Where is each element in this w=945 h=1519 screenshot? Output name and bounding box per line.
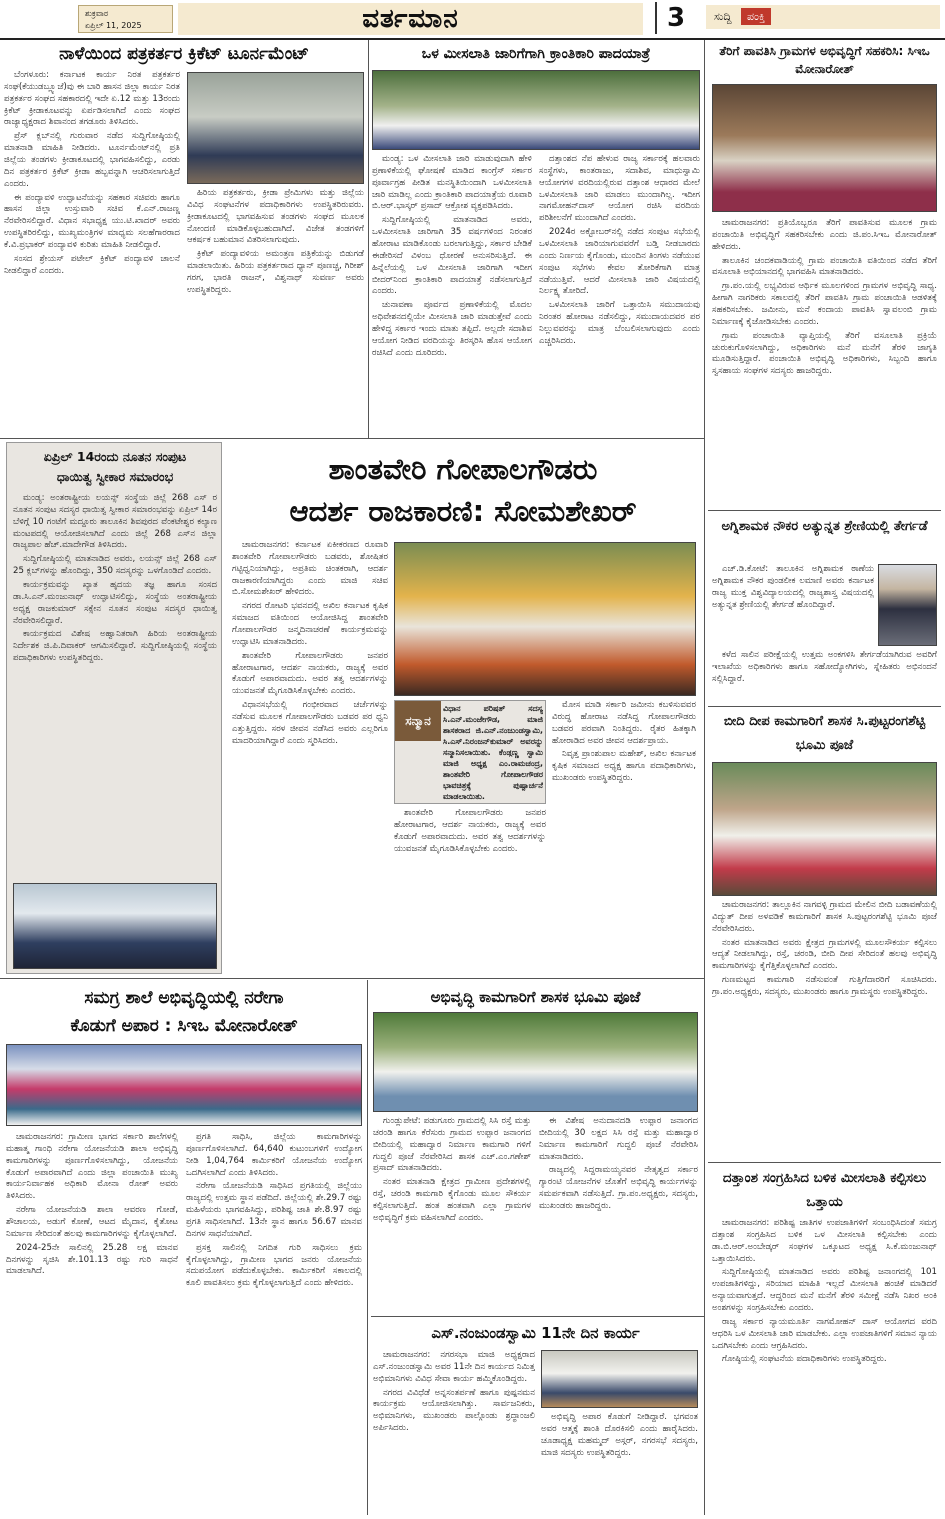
paragraph: ಮಂಡ್ಯ: ಅಂತರಾಷ್ಟ್ರೀಯ ಲಯನ್ಸ್ ಸಂಸ್ಥೆಯ ಜಿಲ್ಲೆ 268 ಎಸ್ ರ ನೂತನ ಸಂಪುಟ ಸದಸ್ಯರ ಧಾಯಿತ್ವ ಸ್ವೀಕಾರ ಸಮಾರಂಭವನ್ನು ಏಪ್ರಿಲ್ 14ರ ಬೆಳಿಗ್ಗೆ 10 ಗಂಟೆಗೆ ಮದ್ದೂರು ತಾಲೂಕಿನ ಶಿವಪುರದ ವೆಂಕಟೇಶ್ವರ ಕಲ್ಯಾಣ ಮಂಟಪದಲ್ಲಿ ಆಯೋಜಿಸಲಾಗಿದೆ ಎಂದು ಜಿಲ್ಲೆ 268 ಎಸ್‌ನ ಜಿಲ್ಲಾ ರಾಜ್ಯಪಾಲ ಹೆಚ್.ಮಾದೇಗೌಡ ತಿಳಿಸಿದರು. [13, 493, 217, 551]
masthead-date-box [78, 5, 173, 33]
headline [226, 448, 700, 532]
headline: ಒಳ ಮೀಸಲಾತಿ ಜಾರಿಗೆಗಾಗಿ ಕ್ರಾಂತಿಕಾರಿ ಪಾದಯಾತ್ರೆ [421, 46, 651, 62]
paragraph: ಗುಂಡ್ಲುಪೇಟೆ: ಪಡುಗೂರು ಗ್ರಾಮದಲ್ಲಿ ಸಿಸಿ ರಸ್ತೆ ಮತ್ತು ಚರಂಡಿ ಹಾಗೂ ಕೆರೆಸುರು ಗ್ರಾಮದ ಉಪ್ಪಾರ ಜನಾಂಗದ ಬೀದಿಯಲ್ಲಿ ಮಹಾದ್ವಾರ ನಿರ್ಮಾಣ ಕಾಮಗಾರಿ ಗಳಿಗೆ ಗುದ್ದಲಿ ಪೂಜೆ ನೆರವೇರಿಸಿದ ಶಾಸಕ ಎಚ್.ಎಂ.ಗಣೇಶ್ ಪ್ರಸಾದ್ ಮಾತನಾಡಿದರು. [373, 1116, 531, 1174]
rule [704, 40, 705, 1515]
paragraph: ಚಾಮರಾಜನಗರ: ಗ್ರಾಮೀಣ ಭಾಗದ ಸರ್ಕಾರಿ ಶಾಲೆಗಳಲ್ಲಿ ಮಹಾತ್ಮ ಗಾಂಧಿ ನರೇಗಾ ಯೋಜನೆಯಡಿ ಶಾಲಾ ಅಭಿವೃದ್ಧಿ ಕಾಮಗಾರಿಗಳನ್ನು ಪೂರ್ಣಗೊಳಿಸಲಾಗಿದ್ದು, ಯೋಜನೆಯ ಕೊಡುಗೆ ಅಪಾರವಾಗಿದೆ ಎಂದು ಜಿಲ್ಲಾ ಪಂಚಾಯಿತಿ ಮುಖ್ಯ ಕಾರ್ಯನಿರ್ವಾಹಕ ಅಧಿಕಾರಿ ಮೋನಾ ರೋತ್ ಅವರು ತಿಳಿಸಿದರು. [6, 1132, 178, 1202]
article-tax-collection [708, 34, 941, 496]
sanmana-label: ಸನ್ಮಾನ [395, 701, 441, 741]
headline-line: ಏಪ್ರಿಲ್ 14ರಂದು ನೂತನ ಸಂಪುಟ [43, 449, 187, 464]
rule [708, 1162, 941, 1163]
page-number: 3 [655, 2, 695, 34]
article-gopalagowda [226, 442, 700, 974]
section-tag [706, 5, 940, 29]
rule [0, 978, 704, 979]
masthead-day: ಶುಕ್ರವಾರ [85, 9, 109, 18]
paragraph: ಗ್ರಾ.ಪಂ.ಯಲ್ಲಿ ಲಭ್ಯವಿರುವ ಆರ್ಥಿಕ ಮೂಲಗಳಿಂದ ಗ್ರಾಮಗಳ ಅಭಿವೃದ್ಧಿ ಸಾಧ್ಯ. ಹೀಗಾಗಿ ನಾಗರಿಕರು ಸಕಾಲದಲ್ಲಿ ತೆರಿಗೆ ಪಾವತಿಸಿ ಗ್ರಾಮ ಪಂಚಾಯಿತಿ ಆಡಳಿತಕ್ಕೆ ಸಹಕರಿಸಬೇಕು. ಜಮೀನು, ಮನೆ ಕಂದಾಯ ಪಾವತಿಸಿ ಸ್ವಾವಲಂಬಿ ಗ್ರಾಮ ನಿರ್ಮಾಣಕ್ಕೆ ಕೈಜೋಡಿಸಬೇಕು ಎಂದರು. [712, 281, 937, 327]
headline: ಬೀದಿ ದೀಪ ಕಾಮಗಾರಿಗೆ ಶಾಸಕ ಸಿ.ಪುಟ್ಟರಂಗಶೆಟ್ಟಿ ಭೂಮಿ ಪೂಜೆ [723, 714, 926, 753]
paragraph: ಪ್ರಗತಿ ಸಾಧಿಸಿ, ಜಿಲ್ಲೆಯ ಕಾಮಗಾರಿಗಳನ್ನು ಪೂರ್ಣಗೊಳಿಸಲಾಗಿದೆ. 64,640 ಕುಟುಂಬಗಳಿಗೆ ಉದ್ಯೋಗ ನೀಡಿ 1,04,764 ಕಾರ್ಮಿಕರಿಗೆ ಯೋಜನೆಯ ಉದ್ಯೋಗ ಒದಗಿಸಲಾಗಿದೆ ಎಂದು ತಿಳಿಸಿದರು. [186, 1132, 362, 1178]
paragraph: ಎಚ್.ಡಿ.ಕೋಟೆ: ತಾಲೂಕಿನ ಅಗ್ನಿಶಾಮಕ ಠಾಣೆಯ ಅಗ್ನಿಶಾಮಕ ನೌಕರ ಪುಂಡಲೀಕ ಲಮಾಣಿ ಅವರು ಕರ್ನಾಟಕ ರಾಜ್ಯ ಮುಕ್ತ ವಿಶ್ವವಿದ್ಯಾಲಯದಲ್ಲಿ ರಾಜ್ಯಶಾಸ್ತ್ರ ವಿಷಯದಲ್ಲಿ ಅತ್ಯುನ್ನತ ಶ್ರೇಣಿಯಲ್ಲಿ ತೇರ್ಗಡೆ ಹೊಂದಿದ್ದಾರೆ. [712, 564, 874, 610]
photo-lions-press [13, 883, 217, 969]
headline: ದತ್ತಾಂಶ ಸಂಗ್ರಹಿಸಿದ ಬಳಿಕ ಮೀಸಲಾತಿ ಕಲ್ಪಿಸಲು ಒತ್ತಾಯ [722, 1170, 927, 1210]
article-body [373, 1350, 535, 1512]
paragraph: ಅಭಿವೃದ್ಧಿ ಅಪಾರ ಕೊಡುಗೆ ನೀಡಿದ್ದಾರೆ. ಭಗವಂತ ಅವರ ಆತ್ಮಕ್ಕೆ ಶಾಂತಿ ದೊರಕಿಸಲಿ ಎಂದು ಹಾರೈಸಿದರು. ಚೂಡಾಧ್ಯಕ್ಷ ಮಹಮ್ಮದ್ ಅಸ್ಗರ್, ನಗರಸಭೆ ಸದಸ್ಯರು, ಮಾಜಿ ಸದಸ್ಯರು ಉಪಸ್ಥಿತರಿದ್ದರು. [541, 1412, 698, 1458]
article-body [712, 564, 874, 648]
paragraph: ಮಂಡ್ಯ: ಒಳ ಮೀಸಲಾತಿ ಜಾರಿ ಮಾಡುವುದಾಗಿ ಹೇಳಿ ಪ್ರಣಾಳಿಕೆಯಲ್ಲಿ ಘೋಷಣೆ ಮಾಡಿದ ಕಾಂಗ್ರೆಸ್ ಸರ್ಕಾರ ಪೂರ್ವಾಗ್ರಹ ಪೀಡಿತ ಮನಸ್ಥಿತಿಯಿಂದಾಗಿ ಒಳಮೀಸಲಾತಿ ಜಾರಿ ಮಾಡಿಲ್ಲ ಎಂದು ಕ್ರಾಂತಿಕಾರಿ ಪಾದಯಾತ್ರೆಯ ರೂವಾರಿ ಬಿ.ಆರ್.ಭಾಸ್ಕರ್ ಪ್ರಸಾದ್ ಆಕ್ರೋಶ ವ್ಯಕ್ತಪಡಿಸಿದರು. [372, 154, 532, 212]
paragraph: ಮೋಸ ಮಾಡಿ ಸರ್ಕಾರಿ ಜಮೀನು ಕಬಳಿಸುವವರ ವಿರುದ್ಧ ಹೋರಾಟ ನಡೆಸಿದ್ದ ಗೋಪಾಲಗೌಡರು ಬಡವರ ಪರವಾಗಿ ನಿಂತಿದ್ದರು. ರೈತರ ಹಿತಕ್ಕಾಗಿ ಹೋರಾಡಿದ ಅವರ ಜೀವನ ಆದರ್ಶಪ್ರಾಯ. [552, 700, 696, 746]
paragraph: ಈ ಪಂದ್ಯಾವಳಿ ಉದ್ಘಾಟನೆಯನ್ನು ಸಹಕಾರ ಸಚಿವರು ಹಾಗೂ ಹಾಸನ ಜಿಲ್ಲಾ ಉಸ್ತುವಾರಿ ಸಚಿವ ಕೆ.ಎನ್.ರಾಜಣ್ಣ ನೆರವೇರಿಸಲಿದ್ದಾರೆ. ವಿಧಾನ ಸಭಾಧ್ಯಕ್ಷ ಯು.ಟಿ.ಖಾದರ್ ಅವರು ಉಪಸ್ಥಿತರಿರಲಿದ್ದು, ಮುಖ್ಯಮಂತ್ರಿಗಳ ಮಾಧ್ಯಮ ಸಲಹೆಗಾರರಾದ ಕೆ.ವಿ.ಪ್ರಭಾಕರ್ ಪಂದ್ಯಾವಳಿ ಕುರಿತು ಮಾಹಿತಿ ನೀಡಲಿದ್ದಾರೆ. [4, 192, 180, 251]
paragraph: ನಂತರ ಮಾತನಾಡಿ ಕ್ಷೇತ್ರದ ಗ್ರಾಮೀಣ ಪ್ರದೇಶಗಳಲ್ಲಿ ರಸ್ತೆ, ಚರಂಡಿ ಕಾಮಗಾರಿ ಕೈಗೊಂಡು ಮೂಲ ಸೌಕರ್ಯ ಕಲ್ಪಿಸಲಾಗುತ್ತಿದೆ. ಹಂತ ಹಂತವಾಗಿ ಎಲ್ಲಾ ಗ್ರಾಮಗಳ ಅಭಿವೃದ್ಧಿಗೆ ಕ್ರಮ ವಹಿಸಲಾಗಿದೆ ಎಂದರು. [373, 1177, 531, 1223]
article-body [187, 188, 364, 432]
article-development-works [371, 982, 700, 1314]
paragraph: ಕಾರ್ಯಕ್ರಮದ ವಿಶೇಷ ಅಹ್ವಾನಿತರಾಗಿ ಹಿರಿಯ ಅಂತರಾಷ್ಟ್ರೀಯ ನಿರ್ದೇಶಕ ಜಿ.ಪಿ.ದಿವಾಕರ್ ಆಗಮಿಸಲಿದ್ದಾರೆ. ಸುದ್ದಿಗೋಷ್ಠಿಯಲ್ಲಿ ಸಂಸ್ಥೆಯ ಪದಾಧಿಕಾರಿಗಳು ಉಪಸ್ಥಿತರಿದ್ದರು. [13, 629, 217, 664]
article-body [4, 70, 180, 432]
headline [4, 984, 364, 1040]
article-body [539, 1116, 698, 1312]
paragraph: ದತ್ತಾಂಶದ ನೆಪ ಹೇಳುವ ರಾಜ್ಯ ಸರ್ಕಾರಕ್ಕೆ ಹಲವಾರು ಸಂಸ್ಥೆಗಳು, ಕಾಂತರಾಜು, ಸದಾಶಿವ, ಮಾಧುಸ್ವಾಮಿ ಆಯೋಗಗಳ ವರದಿಯಲ್ಲಿರುವ ದತ್ತಾಂಶ ಆಧಾರದ ಮೇಲೆ ಒಳಮೀಸಲಾತಿ ಜಾರಿ ಮಾಡಲು ಮುಂದಾಗಿಲ್ಲ. ಇದೀಗ ನಾಗಮೋಹನ್‌ದಾಸ್ ಆಯೋಗ ರಚಿಸಿ ವರದಿಯ ಪರಿಶೀಲನೆಗೆ ಮುಂದಾಗಿದೆ ಎಂದರು. [539, 154, 700, 224]
paragraph: ಕಾರ್ಯಕ್ರಮವನ್ನು ಖ್ಯಾತ ಹೃದಯ ತಜ್ಞ ಹಾಗೂ ಸಂಸದ ಡಾ.ಸಿ.ಎನ್.ಮಂಜುನಾಥ್ ಉದ್ಘಾಟಿಸಲಿದ್ದು, ಸಂಸ್ಥೆಯ ಅಂತರಾಷ್ಟ್ರೀಯ ಅಧ್ಯಕ್ಷ ರಾಜಕುಮಾರ್ ಸಕ್ಸೇನ ನೂತನ ಸಂಪುಟ ಸದಸ್ಯರ ಧಾಯಿತ್ವ ನೆರವೇರಿಸಲಿದ್ದಾರೆ. [13, 580, 217, 626]
paragraph: ಚಾಮರಾಜನಗರ: ತಾಲ್ಲೂಕಿನ ನಾಗವಳ್ಳಿ ಗ್ರಾಮದ ಮೇಲಿನ ಬೀದಿ ಬಡಾವಣೆಯಲ್ಲಿ ವಿದ್ಯುತ್ ದೀಪ ಅಳವಡಿಕೆ ಕಾಮಗಾರಿಗೆ ಶಾಸಕ ಸಿ.ಪುಟ್ಟರಂಗಶೆಟ್ಟಿ ಭೂಮಿ ಪೂಜೆ ನೆರವೇರಿಸಿದರು. [712, 900, 937, 934]
paragraph: ಸಂಸದ ಶ್ರೇಯಸ್ ಪಟೇಲ್ ಕ್ರಿಕೆಟ್ ಪಂದ್ಯಾವಳಿ ಚಾಲನೆ ನೀಡಲಿದ್ದಾರೆ ಎಂದರು. [4, 253, 180, 276]
article-body [541, 1412, 698, 1512]
photo-lamp-lighting [394, 542, 696, 696]
paragraph: ರಾಜ್ಯ ಸರ್ಕಾರ ನ್ಯಾಯಮೂರ್ತಿ ನಾಗಮೋಹನ್ ದಾಸ್ ಆಯೋಗದ ವರದಿ ಆಧರಿಸಿ ಒಳ ಮೀಸಲಾತಿ ಜಾರಿ ಮಾಡಬೇಕು. ಎಲ್ಲಾ ಉಪಜಾತಿಗಳಿಗೆ ಸಮಾನ ನ್ಯಾಯ ಒದಗಿಸಬೇಕು ಎಂದು ಆಗ್ರಹಿಸಿದರು. [712, 1316, 937, 1351]
article-streetlight [708, 708, 941, 1158]
paragraph: ಕ್ರಿಕೆಟ್ ಪಂದ್ಯಾವಳಿಯ ಅಮಂತ್ರಣ ಪತ್ರಿಕೆಯನ್ನು ಬಿಡುಗಡೆ ಮಾಡಲಾಯಿತು. ಹಿರಿಯ ಪತ್ರಕರ್ತರಾದ ಧ್ಯಾನ್ ಪೂಣಚ್ಚ, ಗಿರೀಶ್ ಗರಗ, ಭಾರತಿ ರಾಜನ್, ವಿಶ್ವನಾಥ್ ಸುವರ್ಣ ಅವರು ಉಪಸ್ಥಿತರಿದ್ದರು. [187, 249, 364, 295]
sanmana-box [394, 700, 546, 804]
article-nrega [4, 982, 364, 1516]
photo-press-meet [372, 70, 700, 150]
paragraph: ಒಳಮೀಸಲಾತಿ ಜಾರಿಗೆ ಒತ್ತಾಯಿಸಿ ಸಮುದಾಯವು ನಿರಂತರ ಹೋರಾಟ ನಡೆಸಲಿದ್ದು, ಸಮುದಾಯದವರ ಪರ ನಿಲ್ಲುವವರನ್ನು ಮಾತ್ರ ಬೆಂಬಲಿಸಲಾಗುವುದು ಎಂದು ಎಚ್ಚರಿಸಿದರು. [539, 300, 700, 346]
article-body [712, 900, 937, 1156]
paragraph: ಗೋಷ್ಠಿಯಲ್ಲಿ ಸಂಘಟನೆಯ ಪದಾಧಿಕಾರಿಗಳು ಉಪಸ್ಥಿತರಿದ್ದರು. [722, 1354, 887, 1365]
paragraph: ಚಾಮರಾಜನಗರ: ನಗರಸಭಾ ಮಾಜಿ ಅಧ್ಯಕ್ಷರಾದ ಎಸ್.ನಂಜುಂಡಸ್ವಾಮಿ ಅವರ 11ನೇ ದಿನ ಕಾರ್ಯದ ನಿಮಿತ್ತ ಅಭಿಮಾನಿಗಳು ವಿವಿಧ ಸೇವಾ ಕಾರ್ಯ ಹಮ್ಮಿಕೊಂಡಿದ್ದರು. [373, 1350, 535, 1384]
paragraph: 2024-25ನೇ ಸಾಲಿನಲ್ಲಿ 25.28 ಲಕ್ಷ ಮಾನವ ದಿನಗಳನ್ನು ಸೃಜಿಸಿ ಶೇ.101.13 ರಷ್ಟು ಗುರಿ ಸಾಧನೆ ಮಾಡಲಾಗಿದೆ. [6, 1242, 178, 1277]
paragraph: ನರೇಗಾ ಯೋಜನೆಯಡಿ ಶಾಲಾ ಆವರಣ ಗೋಡೆ, ಶೌಚಾಲಯ, ಅಡುಗೆ ಕೋಣೆ, ಆಟದ ಮೈದಾನ, ಕೈತೋಟ ನಿರ್ಮಾಣ ಸೇರಿದಂತೆ ಹಲವು ಕಾಮಗಾರಿಗಳನ್ನು ಕೈಗೊಳ್ಳಲಾಗಿದೆ. [6, 1205, 178, 1239]
rule [708, 706, 941, 707]
paragraph: ನಗರದ ರೋಟರಿ ಭವನದಲ್ಲಿ ಅಖಿಲ ಕರ್ನಾಟಕ ಕೃಷಿಕ ಸಮಾಜದ ವತಿಯಿಂದ ಆಯೋಜಿಸಿದ್ದ ಶಾಂತವೇರಿ ಗೋಪಾಲಗೌಡರ ಜನ್ಮದಿನಾಚರಣೆ ಕಾರ್ಯಕ್ರಮವನ್ನು ಉದ್ಘಾಟಿಸಿ ಮಾತನಾಡಿದರು. [232, 601, 388, 647]
article-body [552, 700, 696, 970]
photo-jersey-release [187, 72, 364, 184]
paragraph: ಚಾಮರಾಜನಗರ: ಪ್ರತಿಯೊಬ್ಬರೂ ತೆರಿಗೆ ಪಾವತಿಸುವ ಮೂಲಕ ಗ್ರಾಮ ಪಂಚಾಯಿತಿ ಅಭಿವೃದ್ಧಿಗೆ ಸಹಕರಿಸಬೇಕು ಎಂದು ಜಿ.ಪಂ.ಸಿಇಒ ಮೋನಾರೋತ್ ಹೇಳಿದರು. [712, 218, 937, 252]
article-body [712, 218, 937, 492]
rule [368, 40, 369, 438]
article-body [6, 1132, 178, 1512]
rule [371, 1316, 704, 1317]
paragraph: ಚಾಮರಾಜನಗರ: ಪರಿಶಿಷ್ಟ ಜಾತಿಗಳ ಉಪಜಾತಿಗಳಿಗೆ ಸಂಬಂಧಿಸಿದಂತೆ ಸಮಗ್ರ ದತ್ತಾಂಶ ಸಂಗ್ರಹಿಸಿದ ಬಳಿಕ ಒಳ ಮೀಸಲಾತಿ ಕಲ್ಪಿಸಬೇಕು ಎಂದು ಡಾ.ಬಿ.ಆರ್.ಅಂಬೇಡ್ಕರ್ ಸಂಘಗಳ ಒಕ್ಕೂಟದ ಅಧ್ಯಕ್ಷ ಸಿ.ಕೆ.ಮಂಜುನಾಥ್ ಒತ್ತಾಯಿಸಿದರು. [712, 1218, 937, 1264]
article-padayatra [372, 42, 700, 436]
article-body [394, 808, 546, 970]
paragraph: ಬೆಂಗಳೂರು: ಕರ್ನಾಟಕ ಕಾರ್ಯ ನಿರತ ಪತ್ರಕರ್ತರ ಸಂಘ(ಕೆಯುಡಬ್ಲ್ಯೂಜೆ)ವು ಈ ಬಾರಿ ಹಾಸನ ಜಿಲ್ಲಾ ಕಾರ್ಯ ನಿರತ ಪತ್ರಕರ್ತರ ಸಂಘದ ಸಹಕಾರದಲ್ಲಿ ಇದೇ ಏ.12 ಮತ್ತು 13ರಂದು ಕ್ರಿಕೆಟ್ ಕ್ರೀಡಾಕೂಟವನ್ನು ಏರ್ಪಡಿಸಲಾಗಿದೆ ಎಂದು ಸಂಘದ ರಾಜ್ಯಾಧ್ಯಕ್ಷರಾದ ಶಿವಾನಂದ ತಗಡೂರು ತಿಳಿಸಿದರು. [4, 70, 180, 128]
headline-line: ಶಾಂತವೇರಿ ಗೋಪಾಲಗೌಡರು [328, 452, 598, 486]
paragraph: ಗುಣಮಟ್ಟದ ಕಾಮಗಾರಿ ನಡೆಸುವಂತೆ ಗುತ್ತಿಗೆದಾರರಿಗೆ ಸೂಚಿಸಿದರು. ಗ್ರಾ.ಪಂ.ಅಧ್ಯಕ್ಷರು, ಸದಸ್ಯರು, ಮುಖಂಡರು ಹಾಗೂ ಗ್ರಾಮಸ್ಥರು ಉಪಸ್ಥಿತರಿದ್ದರು. [712, 975, 937, 998]
article-body [539, 154, 700, 434]
paragraph: ರಾಜ್ಯದಲ್ಲಿ ಸಿದ್ದರಾಮಯ್ಯನವರ ನೇತೃತ್ವದ ಸರ್ಕಾರ ಗ್ಯಾರಂಟಿ ಯೋಜನೆಗಳ ಜೊತೆಗೆ ಅಭಿವೃದ್ಧಿ ಕಾರ್ಯಗಳನ್ನು ಸಮರ್ಪಕವಾಗಿ ನಡೆಸುತ್ತಿದೆ. ಗ್ರಾ.ಪಂ.ಅಧ್ಯಕ್ಷರು, ಸದಸ್ಯರು, ಮುಖಂಡರು ಹಾಜರಿದ್ದರು. [539, 1165, 698, 1212]
photo-groundbreaking [373, 1012, 698, 1112]
headline-line: ಆದರ್ಶ ರಾಜಕಾರಣಿ: ಸೋಮಶೇಖರ್ [289, 494, 637, 528]
headline: ತೆರಿಗೆ ಪಾವತಿಸಿ ಗ್ರಾಮಗಳ ಅಭಿವೃದ್ಧಿಗೆ ಸಹಕರಿಸಿ: ಸಿಇಒ ಮೋನಾರೋತ್ [719, 44, 930, 76]
masthead-date: ಏಪ್ರಿಲ್ 11, 2025 [85, 21, 142, 30]
paragraph: ಸುದ್ದಿಗೋಷ್ಠಿಯಲ್ಲಿ ಮಾತನಾಡಿದ ಅವರು, ಲಯನ್ಸ್ ಜಿಲ್ಲೆ 268 ಎಸ್ 25 ಕ್ಲಬ್‌ಗಳನ್ನು ಹೊಂದಿದ್ದು, 350 ಸದಸ್ಯರನ್ನು ಒಳಗೊಂಡಿದೆ ಎಂದರು. [13, 554, 217, 577]
article-body [372, 154, 532, 434]
paragraph: ನಿವೃತ್ತ ಪ್ರಾಂಶುಪಾಲ ಮಹೇಶ್, ಅಖಿಲ ಕರ್ನಾಟಕ ಕೃಷಿಕ ಸಮಾಜದ ಅಧ್ಯಕ್ಷ ಹಾಗೂ ಪದಾಧಿಕಾರಿಗಳು, ಮುಖಂಡರು ಉಪಸ್ಥಿತರಿದ್ದರು. [552, 749, 696, 784]
headline: ಅಭಿವೃದ್ಧಿ ಕಾಮಗಾರಿಗೆ ಶಾಸಕ ಭೂಮಿ ಪೂಜೆ [430, 988, 641, 1006]
headline-line: ಕೊಡುಗೆ ಅಪಾರ : ಸಿಇಒ ಮೋನಾರೋತ್ [70, 1016, 298, 1036]
section-tag-b: ಪಂಕ್ತಿ [741, 8, 771, 25]
article-fire-employee [708, 512, 941, 704]
paragraph: ಚಾಮರಾಜನಗರ: ಕರ್ನಾಟಕ ಏಕೀಕರಣದ ರೂವಾರಿ ಶಾಂತವೇರಿ ಗೋಪಾಲಗೌಡರು ಬಡವರು, ಶೋಷಿತರ ಗಟ್ಟಿಧ್ವನಿಯಾಗಿದ್ದು, ಅಪ್ರತಿಮ ಚಿಂತಕರಾಗಿ, ಆದರ್ಶ ರಾಜಕಾರಣಿಯಾಗಿದ್ದರು ಎಂದು ಮಾಜಿ ಸಚಿವ ಬಿ.ಸೋಮಶೇಖರ್ ಹೇಳಿದರು. [232, 540, 388, 598]
rule [708, 510, 941, 511]
section-tag-a: ಸುದ್ದಿ [714, 10, 732, 23]
headline: ಅಗ್ನಿಶಾಮಕ ನೌಕರ ಅತ್ಯುನ್ನತ ಶ್ರೇಣಿಯಲ್ಲಿ ತೇರ್ಗಡೆ [721, 519, 928, 534]
article-body [712, 1218, 937, 1512]
article-body [373, 1116, 531, 1312]
rule [0, 438, 704, 439]
article-body [186, 1132, 362, 1512]
article-lions-cabinet [6, 442, 222, 974]
article-cricket [4, 42, 364, 436]
paragraph: ಕಳೆದ ಸಾಲಿನ ಪರೀಕ್ಷೆಯಲ್ಲಿ ಉತ್ತಮ ಅಂಕಗಳಿಸಿ ತೇರ್ಗಡೆಯಾಗಿರುವ ಅವರಿಗೆ ಇಲಾಖೆಯ ಅಧಿಕಾರಿಗಳು ಹಾಗೂ ಸಹೋದ್ಯೋಗಿಗಳು, ಸ್ನೇಹಿತರು ಅಭಿನಂದನೆ ಸಲ್ಲಿಸಿದ್ದಾರೆ. [712, 650, 937, 684]
article-body [712, 650, 937, 702]
paragraph: ವಿಧಾನಸಭೆಯಲ್ಲಿ ಗಂಭೀರವಾದ ಚರ್ಚೆಗಳನ್ನು ನಡೆಸುವ ಮೂಲಕ ಗೋಪಾಲಗೌಡರು ಬಡವರ ಪರ ಧ್ವನಿ ಎತ್ತುತ್ತಿದ್ದರು. ಸರಳ ಜೀವನ ನಡೆಸಿದ ಅವರು ಎಲ್ಲರಿಗೂ ಮಾದರಿಯಾಗಿದ್ದಾರೆ ಎಂದು ಸ್ಮರಿಸಿದರು. [232, 700, 388, 746]
paragraph: ಚುನಾವಣಾ ಪೂರ್ವದ ಪ್ರಣಾಳಿಕೆಯಲ್ಲಿ ಮೊದಲ ಅಧಿವೇಶನದಲ್ಲಿಯೇ ಮೀಸಲಾತಿ ಜಾರಿ ಮಾಡುತ್ತೇವೆ ಎಂದು ಹೇಳಿದ್ದ ಸರ್ಕಾರ ಇಂದು ಮಾತು ತಪ್ಪಿದೆ. ಅಲ್ಲದೇ ಸದಾಶಿವ ಆಯೋಗ ನೀಡಿದ ವರದಿಯನ್ನು ತಿರಸ್ಕರಿಸಿ ಹೊಸ ಆಯೋಗ ರಚಿಸಿದೆ ಎಂದು ದೂರಿದರು. [372, 300, 532, 358]
headline-line: ಸಮಗ್ರ ಶಾಲೆ ಅಭಿವೃದ್ಧಿಯಲ್ಲಿ ನರೇಗಾ [84, 988, 284, 1008]
article-body [232, 540, 388, 970]
paragraph: 2024ರ ಅಕ್ಟೋಬರ್‌ನಲ್ಲಿ ನಡೆದ ಸಂಪುಟ ಸಭೆಯಲ್ಲಿ ಒಳಮೀಸಲಾತಿ ಜಾರಿಯಾಗುವವರೆಗೆ ಬಡ್ತಿ ನೀಡಬಾರದು ಎಂದು ನಿರ್ಣಯ ಕೈಗೊಂಡು, ಮುಂದಿನ ತಿಂಗಳು ನಡೆಯುವ ಸಂಪುಟ ಸಭೆಗಳು ಕೇವಲ ತೋರಿಕೆಗಾಗಿ ಮಾತ್ರ ನಡೆಯುತ್ತಿವೆ. ಆದರೆ ಮೀಸಲಾತಿ ಜಾರಿ ವಿಷಯದಲ್ಲಿ ನಿರ್ಲಕ್ಷ್ಯ ತೋರಿದೆ. [539, 227, 700, 297]
paragraph: ನಂತರ ಮಾತನಾಡಿದ ಅವರು ಕ್ಷೇತ್ರದ ಗ್ರಾಮಗಳಲ್ಲಿ ಮೂಲಸೌಕರ್ಯ ಕಲ್ಪಿಸಲು ಆದ್ಯತೆ ನೀಡಲಾಗಿದ್ದು, ರಸ್ತೆ, ಚರಂಡಿ, ಬೀದಿ ದೀಪ ಸೇರಿದಂತೆ ಹಲವು ಅಭಿವೃದ್ಧಿ ಕಾಮಗಾರಿಗಳನ್ನು ಕೈಗೆತ್ತಿಕೊಳ್ಳಲಾಗಿದೆ ಎಂದರು. [712, 937, 937, 972]
paragraph: ಶಾಂತವೇರಿ ಗೋಪಾಲಗೌಡರು ಜನಪರ ಹೋರಾಟಗಾರ, ಆದರ್ಶ ನಾಯಕರು, ರಾಜ್ಯಕ್ಕೆ ಅವರ ಕೊಡುಗೆ ಅಪಾರವಾದುದು. ಅವರ ತತ್ವ ಆದರ್ಶಗಳನ್ನು ಯುವಜನತೆ ಮೈಗೂಡಿಸಿಕೊಳ್ಳಬೇಕು ಎಂದರು. [394, 808, 546, 854]
headline-line: ಧಾಯಿತ್ವ ಸ್ವೀಕಾರ ಸಮಾರಂಭ [56, 469, 174, 484]
paragraph: ತಾಲೂಕಿನ ಚಂದಕವಾಡಿಯಲ್ಲಿ ಗ್ರಾಮ ಪಂಚಾಯಿತಿ ವತಿಯಿಂದ ನಡೆದ ತೆರಿಗೆ ವಸೂಲಾತಿ ಅಭಿಯಾನದಲ್ಲಿ ಭಾಗವಹಿಸಿ ಮಾತನಾಡಿದರು. [712, 255, 937, 278]
paragraph: ಪ್ರೆಸ್ ಕ್ಲಬ್‌ನಲ್ಲಿ ಗುರುವಾರ ನಡೆದ ಸುದ್ದಿಗೋಷ್ಠಿಯಲ್ಲಿ ಮಾತನಾಡಿ ಮಾಹಿತಿ ನೀಡಿದರು. ಟೂರ್ನಮೆಂಟ್‌ನಲ್ಲಿ ಪ್ರತಿ ಜಿಲ್ಲೆಯ ತಂಡಗಳು ಕ್ರೀಡಾಕೂಟದಲ್ಲಿ ಭಾಗವಹಿಸಲಿದ್ದು, ಎರಡು ದಿನ ಪತ್ರಕರ್ತರ ಕ್ರಿಕೆಟ್ ಕ್ರೀಡಾ ಹಬ್ಬವನ್ನಾಗಿ ಆಚರಿಸಲಾಗುತ್ತಿದೆ ಎಂದರು. [4, 131, 180, 189]
headline: ಎಸ್.ನಂಜುಂಡಸ್ವಾಮಿ 11ನೇ ದಿನ ಕಾರ್ಯ [431, 1324, 640, 1342]
photo-tribute [541, 1350, 698, 1408]
headline: ನಾಳೆಯಿಂದ ಪತ್ರಕರ್ತರ ಕ್ರಿಕೆಟ್ ಟೂರ್ನಮೆಂಟ್ [59, 44, 309, 64]
paragraph: ಗ್ರಾಮ ಪಂಚಾಯಿತಿ ವ್ಯಾಪ್ತಿಯಲ್ಲಿ ತೆರಿಗೆ ವಸೂಲಾತಿ ಪ್ರಕ್ರಿಯೆ ಚುರುಕುಗೊಳಿಸಲಾಗಿದ್ದು, ಅಧಿಕಾರಿಗಳು ಮನೆ ಮನೆಗೆ ತೆರಳಿ ಜಾಗೃತಿ ಮೂಡಿಸುತ್ತಿದ್ದಾರೆ. ಪಂಚಾಯಿತಿ ಅಭಿವೃದ್ಧಿ ಅಧಿಕಾರಿಗಳು, ಸಿಬ್ಬಂದಿ ಹಾಗೂ ಸ್ವಸಹಾಯ ಸಂಘಗಳ ಸದಸ್ಯರು ಹಾಜರಿದ್ದರು. [712, 330, 937, 377]
photo-nrega-event [6, 1044, 362, 1126]
paragraph: ನಗರದ ವಿವಿಧೆಡೆ ಅನ್ನಸಂತರ್ಪಣೆ ಹಾಗೂ ಪುಷ್ಪನಮನ ಕಾರ್ಯಕ್ರಮ ಆಯೋಜಿಸಲಾಗಿತ್ತು. ಸಾರ್ವಜನಿಕರು, ಅಭಿಮಾನಿಗಳು, ಮುಖಂಡರು ಪಾಲ್ಗೊಂಡು ಶ್ರದ್ಧಾಂಜಲಿ ಅರ್ಪಿಸಿದರು. [373, 1387, 535, 1434]
paragraph: ಸುದ್ದಿಗೋಷ್ಠಿಯಲ್ಲಿ ಮಾತನಾಡಿದ ಅವರು, ಒಳಮೀಸಲಾತಿ ಜಾರಿಗಾಗಿ 35 ವರ್ಷಗಳಿಂದ ನಿರಂತರ ಹೋರಾಟ ಮಾಡಿಕೊಂಡು ಬರಲಾಗುತ್ತಿದ್ದು, ಸರ್ಕಾರ ಬೇಡಿಕೆ ಈಡೇರಿಸದೆ ವಿಳಂಬ ಧೋರಣೆ ಅನುಸರಿಸುತ್ತಿದೆ. ಈ ಹಿನ್ನೆಲೆಯಲ್ಲಿ ಒಳ ಮೀಸಲಾತಿ ಜಾರಿಗಾಗಿ ಇದೀಗ ಬೀದರ್‌ನಿಂದ ಕ್ರಾಂತಿಕಾರಿ ಪಾದಯಾತ್ರೆ ನಡೆಸಲಾಗುತ್ತಿದೆ ಎಂದರು. [372, 215, 532, 297]
paragraph: ಈ ವಿಶೇಷ ಅನುದಾನದಡಿ ಉಪ್ಪಾರ ಜನಾಂಗದ ಬೀದಿಯಲ್ಲಿ 30 ಲಕ್ಷದ ಸಿಸಿ ರಸ್ತೆ ಮತ್ತು ಮಹಾದ್ವಾರ ನಿರ್ಮಾಣ ಕಾಮಗಾರಿಗೆ ಗುದ್ದಲಿ ಪೂಜೆ ನೆರವೇರಿಸಿ ಮಾತನಾಡಿದರು. [539, 1116, 698, 1162]
paragraph: ನರೇಗಾ ಯೋಜನೆಯಡಿ ಸಾಧಿಸಿದ ಪ್ರಗತಿಯಲ್ಲಿ ಜಿಲ್ಲೆಯು ರಾಜ್ಯದಲ್ಲಿ ಉತ್ತಮ ಸ್ಥಾನ ಪಡೆದಿದೆ. ಜಿಲ್ಲೆಯಲ್ಲಿ ಶೇ.29.7 ರಷ್ಟು ಮಹಿಳೆಯರು ಭಾಗವಹಿಸಿದ್ದು, ಪರಿಶಿಷ್ಟ ಜಾತಿ ಶೇ.8.97 ರಷ್ಟು ಪ್ರಗತಿ ಸಾಧಿಸಲಾಗಿದೆ. 13ನೇ ಸ್ಥಾನ ಹಾಗೂ 56.67 ಮಾನವ ದಿನಗಳ ಸಾಧನೆಯಾಗಿದೆ. [186, 1181, 362, 1239]
masthead [0, 0, 945, 38]
photo-portrait [878, 564, 937, 646]
paragraph: ಶಾಂತವೇರಿ ಗೋಪಾಲಗೌಡರು ಜನಪರ ಹೋರಾಟಗಾರ, ಆದರ್ಶ ನಾಯಕರು, ರಾಜ್ಯಕ್ಕೆ ಅವರ ಕೊಡುಗೆ ಅಪಾರವಾದುದು. ಅವರ ತತ್ವ ಆದರ್ಶಗಳನ್ನು ಯುವಜನತೆ ಮೈಗೂಡಿಸಿಕೊಳ್ಳಬೇಕು ಎಂದರು. [232, 650, 388, 697]
paragraph: ಹಿರಿಯ ಪತ್ರಕರ್ತರು, ಕ್ರೀಡಾ ಪ್ರೇಮಿಗಳು ಮತ್ತು ಜಿಲ್ಲೆಯ ವಿವಿಧ ಸಂಘಟನೆಗಳ ಪದಾಧಿಕಾರಿಗಳು ಉಪಸ್ಥಿತರಿರುವರು. ಕ್ರೀಡಾಕೂಟದಲ್ಲಿ ಭಾಗವಹಿಸುವ ತಂಡಗಳು ಸಂಘದ ಮೂಲಕ ನೋಂದಣಿ ಮಾಡಿಕೊಳ್ಳಬಹುದಾಗಿದೆ. ವಿಜೇತ ತಂಡಗಳಿಗೆ ಆಕರ್ಷಕ ಬಹುಮಾನ ವಿತರಿಸಲಾಗುವುದು. [187, 188, 364, 246]
article-nanjundaswamy [371, 1318, 700, 1516]
masthead-name: ವರ್ತಮಾನ [178, 3, 643, 35]
photo-tax-campaign [712, 84, 937, 212]
rule [367, 980, 368, 1515]
paragraph: ಪ್ರಸಕ್ತ ಸಾಲಿನಲ್ಲಿ ನಿಗದಿತ ಗುರಿ ಸಾಧಿಸಲು ಕ್ರಮ ಕೈಗೊಳ್ಳಲಾಗಿದ್ದು, ಗ್ರಾಮೀಣ ಭಾಗದ ಜನರು ಯೋಜನೆಯ ಸದುಪಯೋಗ ಪಡೆದುಕೊಳ್ಳಬೇಕು. ಕಾರ್ಮಿಕರಿಗೆ ಸಕಾಲದಲ್ಲಿ ಕೂಲಿ ಪಾವತಿಸಲು ಕ್ರಮ ಕೈಗೊಳ್ಳಲಾಗುತ್ತಿದೆ ಎಂದು ಹೇಳಿದರು. [186, 1242, 362, 1289]
headline [11, 447, 219, 487]
sanmana-text: ವಿಧಾನ ಪರಿಷತ್ ಸದಸ್ಯ ಸಿ.ಎನ್.ಮಂಜೇಗೌಡ, ಮಾಜಿ ಶಾಸಕರಾದ ಜಿ.ಎನ್.ನಂಜುಂಡಸ್ವಾಮಿ, ಸಿ.ಎಸ್.ನಿರಂಜನ್‌ಕುಮಾರ್ ಅವರನ್ನು ಸನ್ಮಾನಿಸಲಾಯಿತು. ಕೆಂಡ್ಗಣ್ಣ ಸ್ವಾಮಿ ಮಾಜಿ ಅಧ್ಯಕ್ಷ ಎಂ.ರಾಮಚಂದ್ರ, ಶಾಂತವೇರಿ ಗೋಪಾಲಗೌಡರ ಭಾವಚಿತ್ರಕ್ಕೆ ಪುಷ್ಪಾರ್ಚನೆ ಮಾಡಲಾಯಿತು. [443, 704, 543, 801]
photo-bhoomi-pooje [712, 762, 937, 896]
article-body [13, 493, 217, 878]
paragraph: ಸುದ್ದಿಗೋಷ್ಠಿಯಲ್ಲಿ ಮಾತನಾಡಿದ ಅವರು ಪರಿಶಿಷ್ಟ ಜನಾಂಗದಲ್ಲಿ 101 ಉಪಜಾತಿಗಳಿದ್ದು, ಸರಿಯಾದ ಮಾಹಿತಿ ಇಲ್ಲದೆ ಮೀಸಲಾತಿ ಹಂಚಿಕೆ ಮಾಡಿದರೆ ಅನ್ಯಾಯವಾಗುತ್ತದೆ. ಆದ್ದರಿಂದ ಮನೆ ಮನೆಗೆ ತೆರಳಿ ಸಮೀಕ್ಷೆ ನಡೆಸಿ ನಿಖರ ಅಂಕಿ ಅಂಶಗಳನ್ನು ಸಂಗ್ರಹಿಸಬೇಕು ಎಂದರು. [712, 1267, 937, 1314]
article-data-reservation [708, 1164, 941, 1516]
